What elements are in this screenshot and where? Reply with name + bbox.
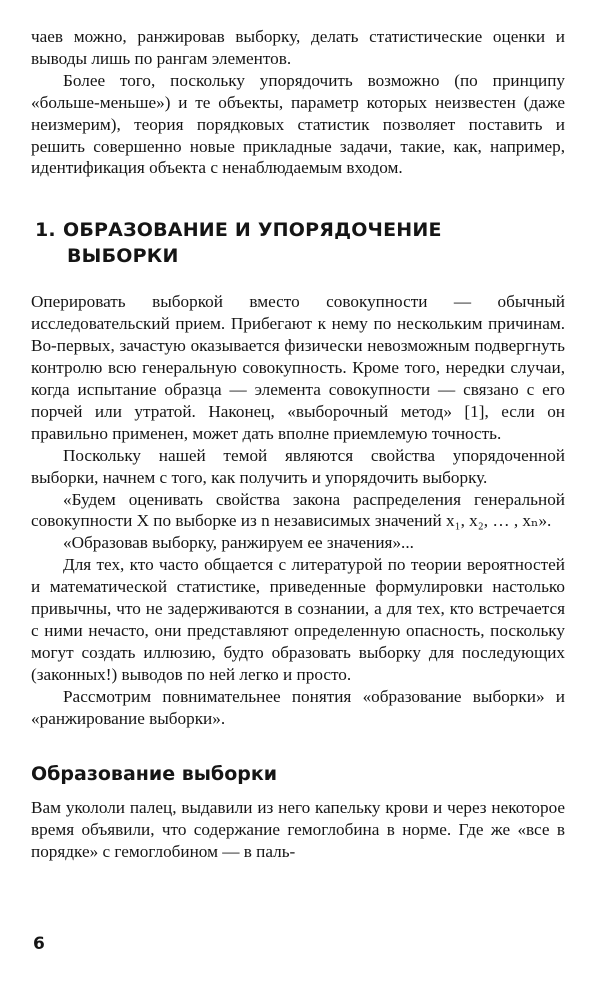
section-paragraph-3-quote: «Будем оценивать свойства закона распределения генеральной совокупности X по выборке из n независимых значений x₁, x₂, … , xₙ».: [31, 489, 565, 531]
page-number: 6: [33, 934, 45, 954]
section-paragraph-1: Оперировать выборкой вместо совокупности — обычный исследовательский прием. Прибегают к нему по нескольким причинам. Во-первых, зачастую оказывается физически невозможным подвергнуть контролю всю генеральную совокупность. Кроме того, нередки случаи, когда испытание образца — элемента совокупности — связано с его порчей или утратой. Наконец, «выборочный метод» [1], если он правильно применен, может дать вполне приемлемую точность.: [31, 292, 565, 443]
section-title-line2: ВЫБОРКИ: [67, 245, 179, 268]
section-paragraph-4-quote: «Образовав выборку, ранжируем ее значения»...: [63, 533, 414, 553]
section-paragraph-5: Для тех, кто часто общается с литературой по теории вероятностей и математической статистике, приведенные формулировки настолько привычны, что не задерживаются в сознании, а для тех, кто встречается с ними нечасто, они представляют определенную опасность, поскольку могут создать иллюзию, будто образовать выборку для последующих (законных!) выводов по ней легко и просто.: [31, 555, 565, 684]
subsection-heading: Образование выборки: [31, 763, 278, 786]
section-title-line1: ОБРАЗОВАНИЕ И УПОРЯДОЧЕНИЕ: [63, 219, 442, 242]
intro-paragraph-1: чаев можно, ранжировав выборку, делать статистические оценки и выводы лишь по рангам элементов.: [31, 27, 565, 68]
section-paragraph-2: Поскольку нашей темой являются свойства упорядоченной выборки, начнем с того, как получить и упорядочить выборку.: [31, 445, 565, 487]
intro-paragraph-2: Более того, поскольку упорядочить возможно (по принципу «больше-меньше») и те объекты, параметр которых неизвестен (даже неизмерим), теория порядковых статистик позволяет поставить и решить совершенно новые прикладные задачи, такие, как, например, идентификация объекта с ненаблюдаемым входом.: [31, 70, 565, 178]
book-page: [31, 26, 565, 863]
section-heading: [35, 217, 565, 269]
section-paragraph-6: Рассмотрим повнимательнее понятия «образование выборки» и «ранжирование выборки».: [31, 686, 565, 728]
section-number: 1.: [35, 219, 56, 242]
subsection-paragraph-1: Вам укололи палец, выдавили из него капельку крови и через некоторое время объявили, что содержание гемоглобина в норме. Где же «все в порядке» с гемоглобином — в паль-: [31, 798, 565, 862]
